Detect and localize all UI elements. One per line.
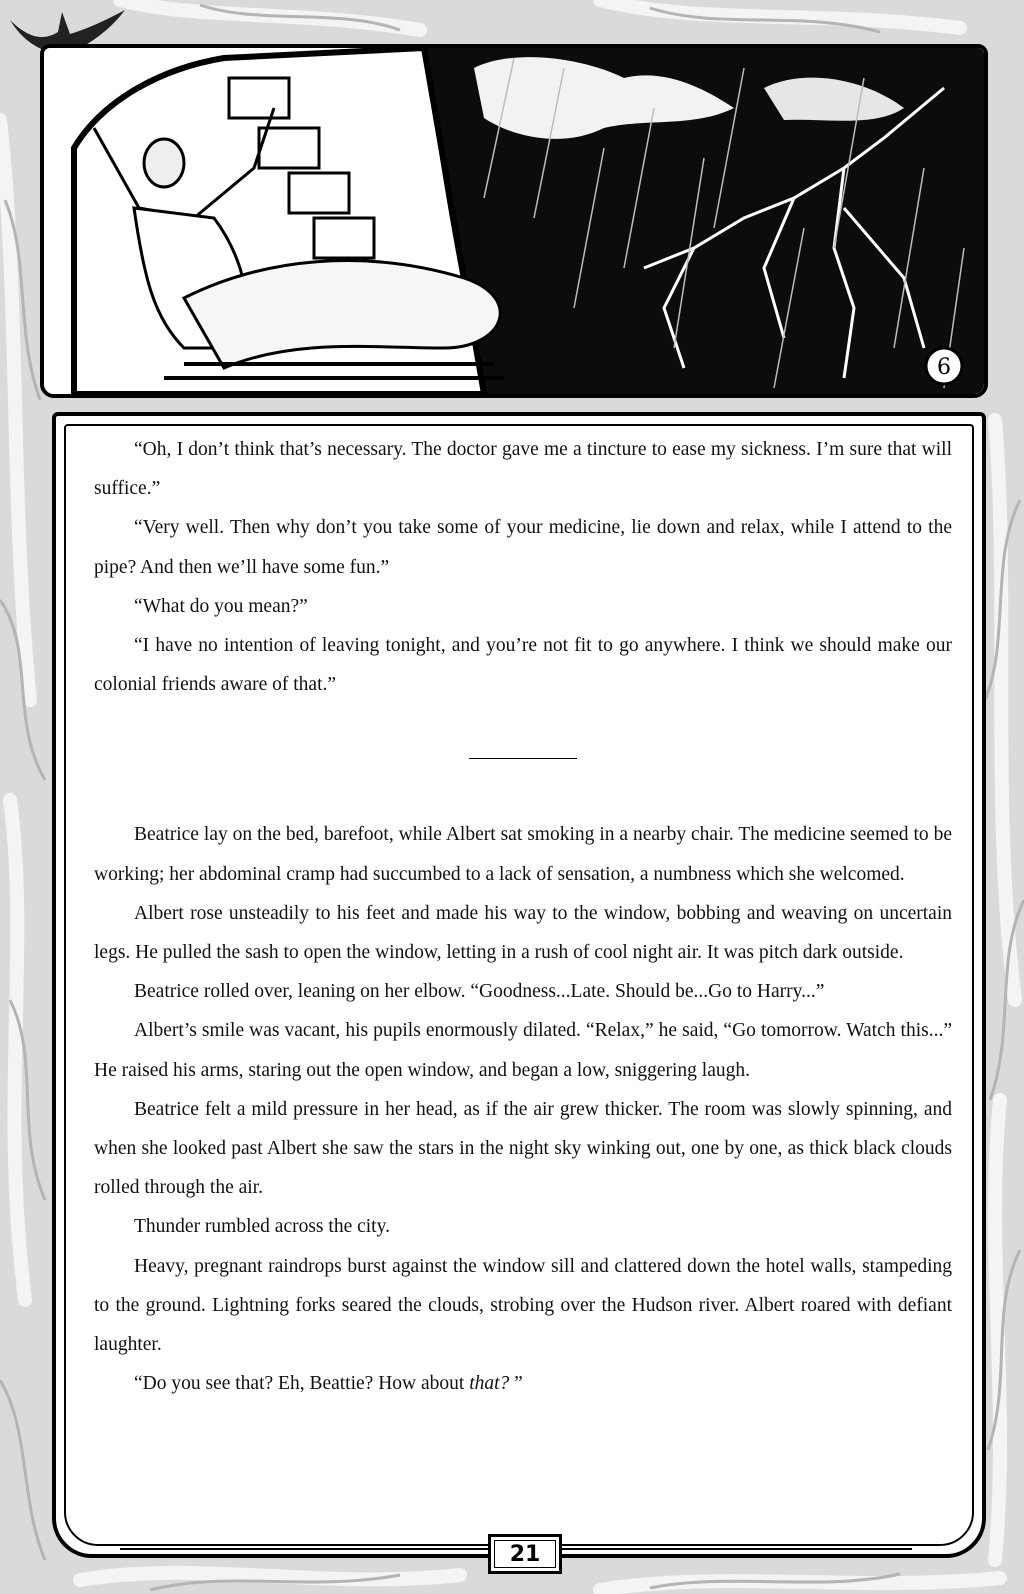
paragraph: “I have no intention of leaving tonight, and you’re not fit to go anywhere. I think we should make our colonial friends aware of that.”	[94, 635, 952, 696]
paragraph: Beatrice lay on the bed, barefoot, while Albert sat smoking in a nearby chair. The medicine seemed to be working; her abdominal cramp had succumbed to a lack of sensation, a numbness which she welcomed.	[94, 824, 952, 885]
svg-text:6: 6	[937, 355, 951, 380]
paragraph: Beatrice felt a mild pressure in her head, as if the air grew thicker. The room was slowly spinning, and when she looked past Albert she saw the stars in the night sky winking out, one by one, as thick black clouds rolled through the air.	[94, 1098, 952, 1199]
story-text	[94, 430, 952, 1403]
last-paragraph-closing: ”	[509, 1373, 523, 1395]
page-number-rule-right	[562, 1548, 912, 1550]
last-paragraph-italic: that?	[469, 1373, 510, 1395]
paragraph: Heavy, pregnant raindrops burst against the window sill and clattered down the hotel walls, stampeding to the ground. Lightning forks seared the clouds, strobing over the Hudson river. Albert roared with defiant laughter.	[94, 1255, 952, 1356]
paragraph: Albert rose unsteadily to his feet and made his way to the window, bobbing and weaving on uncertain legs. He pulled the sash to open the window, letting in a rush of cool night air. It was pitch dark outside.	[94, 902, 952, 964]
page-number-rule-left	[120, 1548, 488, 1550]
paragraph: “Very well. Then why don’t you take some of your medicine, lie down and relax, while I attend to the pipe? And then we’ll have some fun.”	[94, 517, 952, 578]
paragraph: “Oh, I don’t think that’s necessary. The doctor gave me a tincture to ease my sickness. I’m sure that will suffice.”	[94, 439, 952, 500]
storm-illustration	[40, 44, 988, 398]
paragraph: “What do you mean?”	[134, 595, 308, 617]
page-number-text: 21	[509, 1541, 541, 1567]
last-paragraph-text: “Do you see that? Eh, Beattie? How about	[134, 1373, 470, 1395]
last-paragraph	[94, 1364, 952, 1403]
paragraph: Albert’s smile was vacant, his pupils enormously dilated. “Relax,” he said, “Go tomorrow. Watch this...” He raised his arms, staring out the open window, and began a low, sniggering laugh.	[94, 1020, 952, 1081]
scene-break-rule	[469, 758, 577, 759]
page-number	[488, 1534, 562, 1574]
paragraph: Thunder rumbled across the city.	[134, 1216, 390, 1238]
paragraph: Beatrice rolled over, leaning on her elbow. “Goodness...Late. Should be...Go to Harry...”	[134, 981, 825, 1003]
